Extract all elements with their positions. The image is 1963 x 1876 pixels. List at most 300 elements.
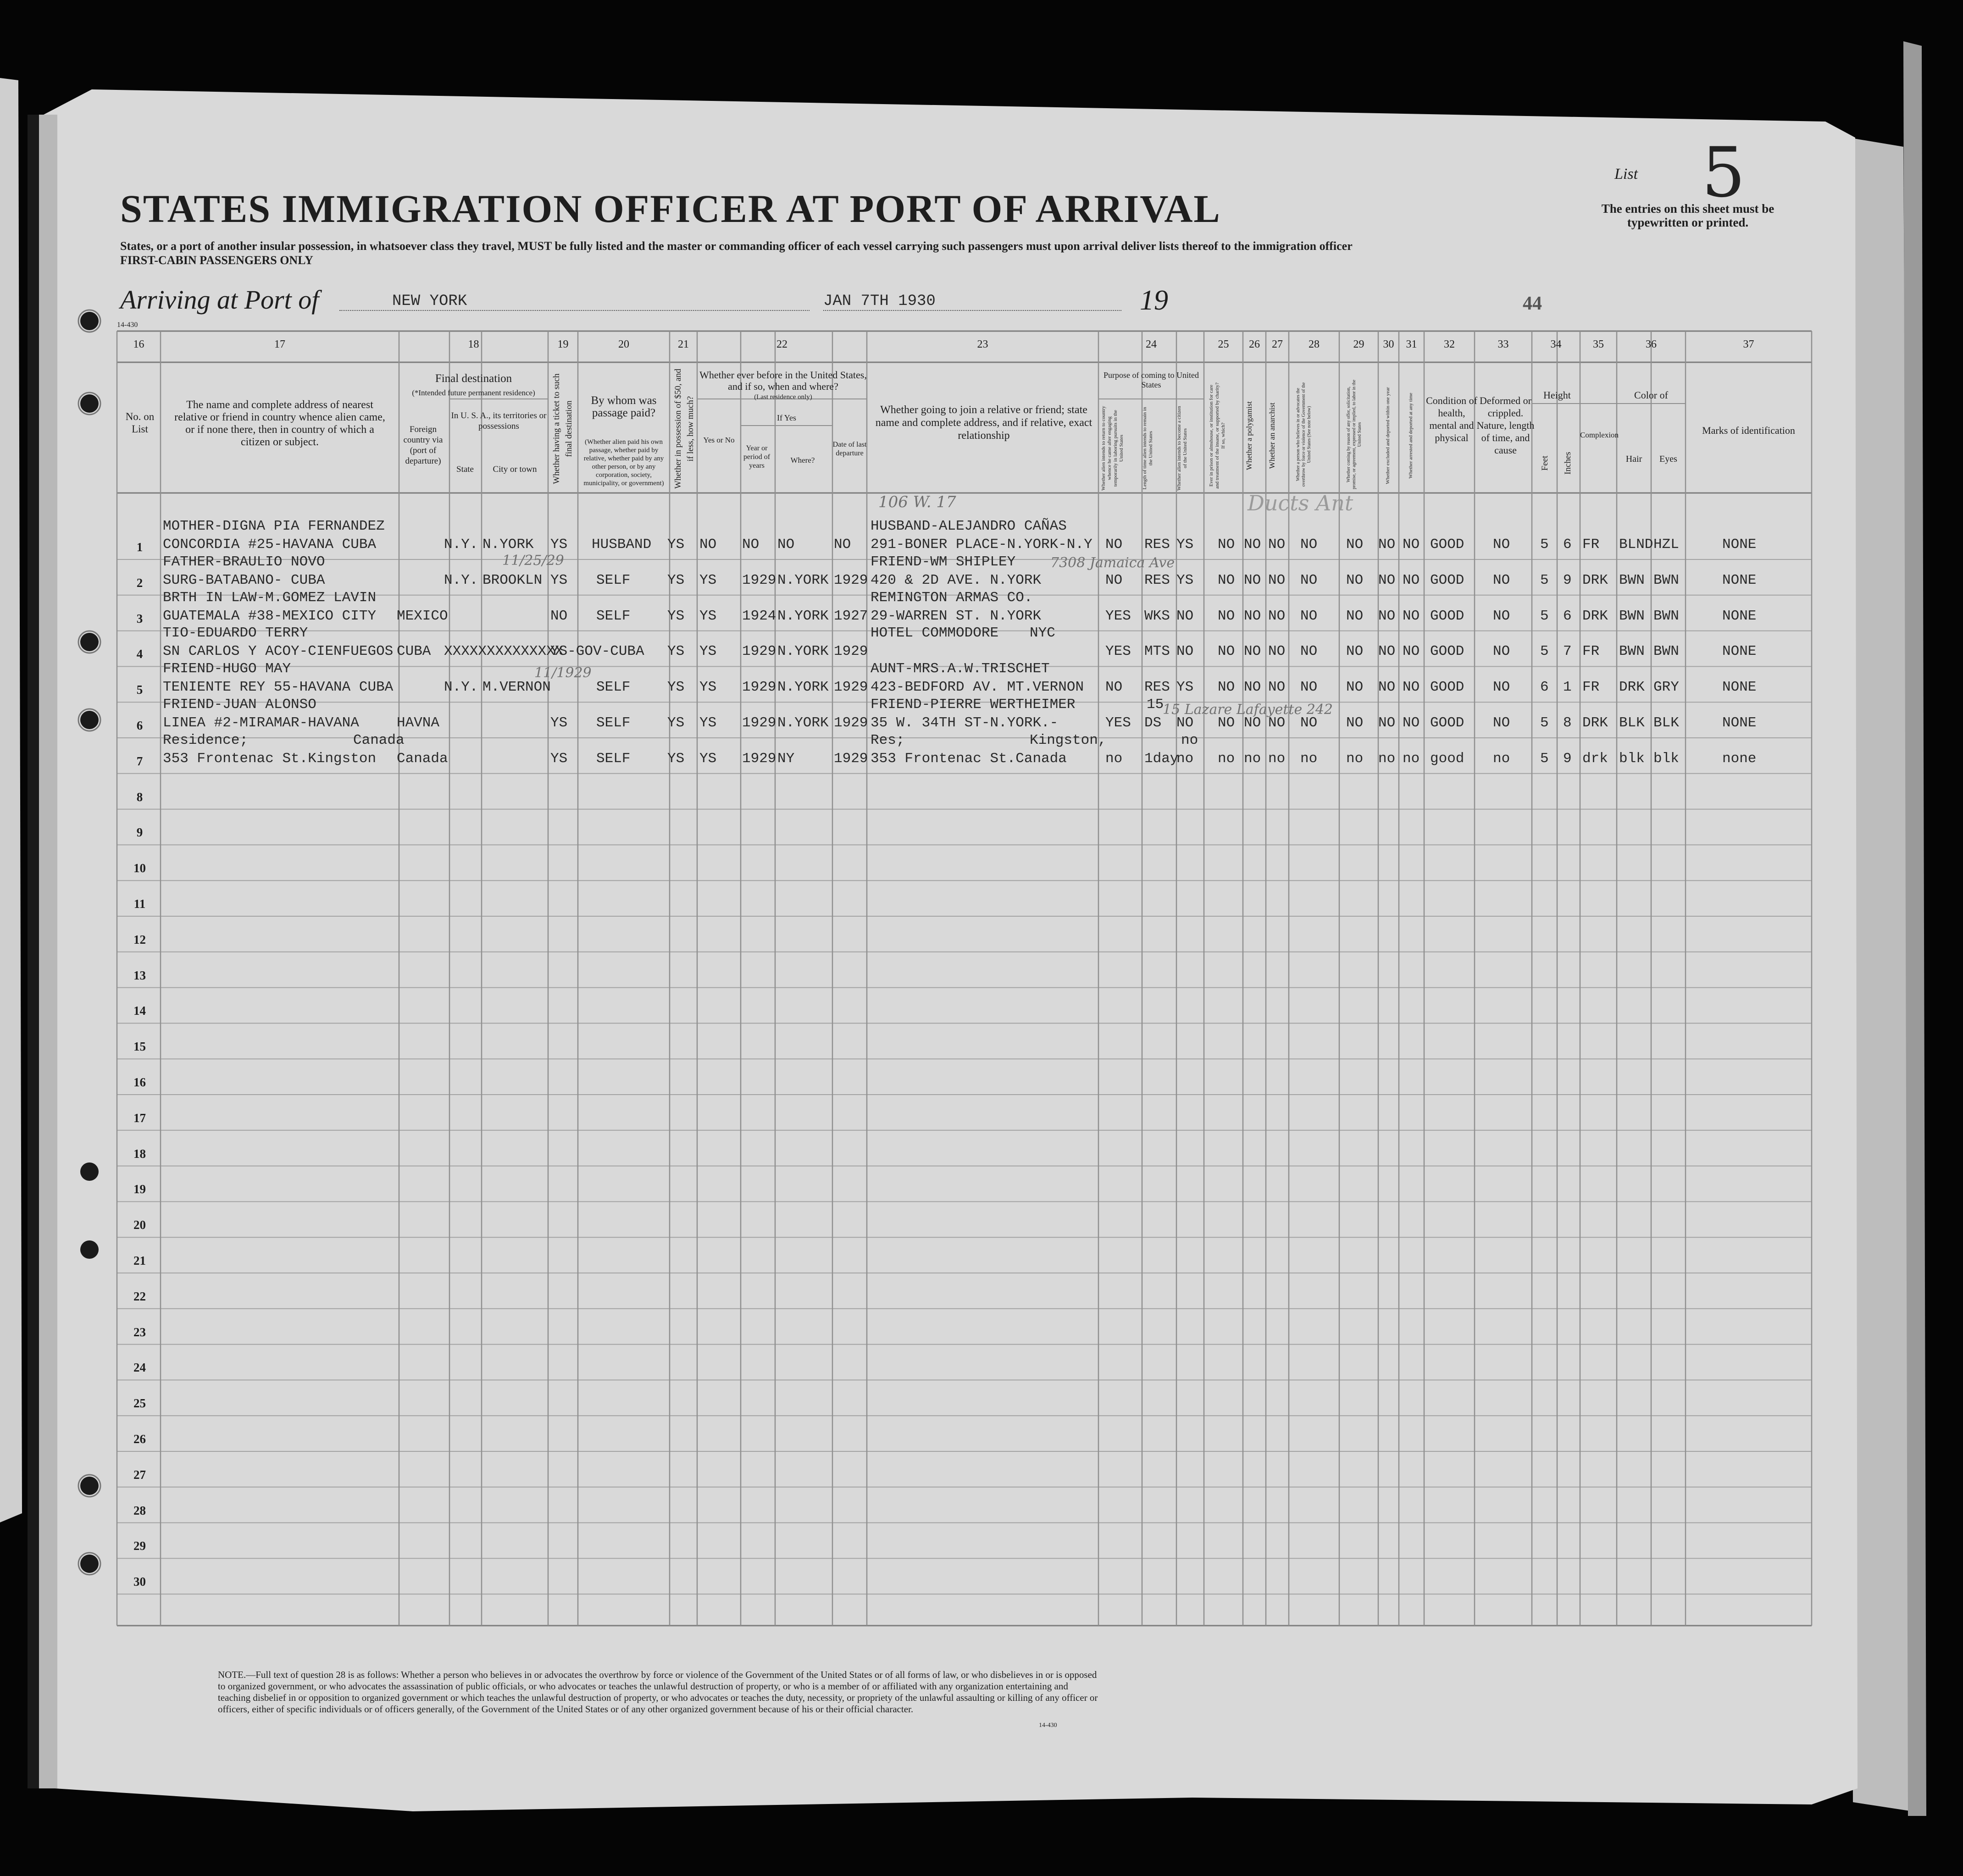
intends-return-cell: NO	[1105, 572, 1123, 588]
column-number-25: 25	[1218, 338, 1229, 350]
row-number: 27	[133, 1467, 146, 1482]
year-period-cell: 1929	[742, 643, 776, 660]
complexion-cell: DRK	[1582, 572, 1608, 588]
column-number-19: 19	[557, 338, 569, 350]
join-name-cell: FRIEND-PIERRE WERTHEIMER	[871, 697, 1076, 713]
header-labor-offer: Whether coming by reason of any offer, solicitation, promise, or agreement, expressed or implied, to labor in the United States	[1346, 380, 1362, 489]
foreign-country-cell: Canada	[397, 750, 448, 767]
height-inches-cell: 9	[1563, 572, 1572, 588]
stay-length-cell: MTS	[1144, 643, 1170, 660]
anarchist-cell: NO	[1268, 572, 1286, 588]
handwritten-note-row1: Ducts Ant	[1248, 491, 1353, 515]
intends-citizen-top-cell: no	[1181, 732, 1198, 748]
destination-city-cell: N.YORK	[482, 537, 534, 553]
header-intends-citizen: Whether alien intends to become a citizen of the United States	[1176, 406, 1188, 491]
polygamist-cell: NO	[1244, 679, 1261, 696]
labor-offer-cell: NO	[1346, 537, 1364, 553]
passage-paid-cell: SELF	[596, 715, 631, 731]
row-number: 2	[136, 576, 143, 590]
year-period-cell: 1929	[742, 750, 776, 767]
deformed-cell: no	[1493, 750, 1510, 767]
join-name-cell: Res;	[871, 732, 905, 748]
column-number-23: 23	[977, 338, 988, 350]
last-departure-cell: NO	[834, 537, 851, 553]
polygamist-cell: NO	[1244, 537, 1261, 553]
relative-name-cell: TIO-EDUARDO TERRY	[163, 625, 308, 642]
column-number-35: 35	[1593, 338, 1604, 350]
row-number: 23	[133, 1325, 146, 1339]
column-number-32: 32	[1444, 338, 1455, 350]
foreign-country-cell: CUBA	[397, 643, 431, 660]
join-name-cell: AUNT-MRS.A.W.TRISCHET	[871, 661, 1050, 677]
handwritten-date-row5: 11/1929	[534, 665, 592, 681]
row-number: 12	[133, 932, 146, 946]
header-ticket: Whether having a ticket to such final destination	[552, 373, 574, 484]
row-number: 9	[136, 825, 143, 840]
health-cell: GOOD	[1430, 537, 1464, 553]
form-subtitle: States, or a port of another insular possession, in whatsoever class they travel, MUST be fully listed and the master or commanding officer of each vessel carrying such passengers must upon arrival deliver lists thereof to the immigration officer	[120, 239, 1353, 253]
hair-color-cell: blk	[1619, 750, 1645, 767]
header-state: State	[456, 465, 474, 474]
prison-cell: no	[1218, 750, 1235, 767]
header-intends-return: Whether alien intends to return to country whence he came after engaging temporarily in laboring pursuits in the United States	[1101, 406, 1124, 491]
intends-citizen-cell: NO	[1176, 608, 1194, 624]
page-title: STATES IMMIGRATION OFFICER AT PORT OF ARRIVAL	[120, 187, 1221, 231]
row-number: 18	[133, 1146, 146, 1161]
row-number: 6	[136, 719, 143, 732]
excluded-cell: NO	[1378, 572, 1396, 588]
destination-state-cell: XXXXXXXXXXXXXX	[444, 643, 564, 660]
height-feet-cell: 5	[1540, 537, 1549, 553]
header-year-period: Year or period of years	[743, 444, 771, 470]
excluded-cell: NO	[1378, 679, 1396, 696]
stay-length-cell: RES	[1144, 679, 1170, 696]
column-number-34: 34	[1550, 338, 1562, 350]
row-number: 17	[133, 1111, 146, 1125]
year-period-cell: 1929	[742, 679, 776, 696]
complexion-cell: FR	[1582, 643, 1600, 660]
row-number: 19	[133, 1182, 146, 1196]
stay-length-cell: DS	[1144, 715, 1162, 731]
intends-return-cell: NO	[1105, 679, 1123, 696]
row-number: 14	[133, 1004, 146, 1018]
ever-before-cell: NO	[699, 537, 717, 553]
list-number: 5	[1702, 133, 1746, 213]
join-name-cell: HUSBAND-ALEJANDRO CAÑAS	[871, 518, 1067, 534]
year-period-cell: 1929	[742, 715, 776, 731]
stay-length-cell: RES	[1144, 572, 1170, 588]
intends-citizen-cell: no	[1176, 750, 1194, 767]
form-code: 14-430	[117, 321, 138, 329]
intends-citizen-cell: YS	[1176, 537, 1194, 553]
header-passage-paid-sub: (Whether alien paid his own passage, whether paid by relative, whether paid by any other person, or by any corporation, society, municipality, or government)	[583, 438, 664, 487]
handwritten-address-row1: 106 W. 17	[878, 493, 956, 511]
fifty-dollars-cell: YS	[667, 679, 685, 696]
ever-before-cell: YS	[699, 715, 717, 731]
foreign-country-cell: HAVNA	[397, 715, 440, 731]
relative-country-cell: Canada	[353, 732, 405, 748]
health-cell: GOOD	[1430, 679, 1464, 696]
relative-address-cell: TENIENTE REY 55-HAVANA CUBA	[163, 679, 394, 696]
ticket-cell: NO	[550, 608, 568, 624]
header-prison: Ever in prison or almshouse, or institution for care and treatment of the insane, or supported by charity? If so, which?	[1209, 382, 1226, 489]
prison-cell: NO	[1218, 608, 1235, 624]
join-address-cell: 420 & 2D AVE. N.YORK	[871, 572, 1042, 588]
arrival-date: JAN 7TH 1930	[823, 293, 936, 310]
where-cell: N.YORK	[777, 572, 829, 588]
overthrow-cell: no	[1300, 750, 1318, 767]
overthrow-cell: NO	[1300, 537, 1318, 553]
height-inches-cell: 9	[1563, 750, 1572, 767]
arrested-cell: NO	[1403, 643, 1420, 660]
header-in-usa: In U. S. A., its territories or possessions	[451, 411, 547, 431]
typewritten-instruction: The entries on this sheet must be typewritten or printed.	[1601, 202, 1774, 229]
column-number-21: 21	[678, 338, 689, 350]
handwritten-date-row2: 11/25/29	[502, 553, 564, 569]
height-feet-cell: 5	[1540, 572, 1549, 588]
join-address-cell: 353 Frontenac St.Canada	[871, 750, 1067, 767]
row-number: 3	[136, 611, 143, 625]
destination-city-cell: M.VERNON	[482, 679, 551, 696]
excluded-cell: NO	[1378, 643, 1396, 660]
column-number-27: 27	[1272, 338, 1283, 350]
marks-cell: NONE	[1722, 608, 1757, 624]
join-address-cell: 29-WARREN ST. N.YORK	[871, 608, 1042, 624]
intends-return-cell: NO	[1105, 537, 1123, 553]
last-departure-cell: 1929	[834, 750, 868, 767]
where-cell: NY	[777, 750, 795, 767]
where-cell: N.YORK	[777, 715, 829, 731]
header-marks: Marks of identification	[1702, 425, 1795, 436]
column-number-37: 37	[1743, 338, 1754, 350]
join-name-cell: HOTEL COMMODORE	[871, 625, 999, 642]
row-number: 5	[136, 683, 143, 697]
arrested-cell: NO	[1403, 608, 1420, 624]
relative-address-cell: GUATEMALA #38-MEXICO CITY	[163, 608, 377, 624]
join-address-cell: 291-BONER PLACE-N.YORK-N.Y	[871, 537, 1092, 553]
where-cell: N.YORK	[777, 643, 829, 660]
fifty-dollars-cell: YS	[667, 537, 685, 553]
complexion-cell: FR	[1582, 679, 1600, 696]
where-cell: N.YORK	[777, 608, 829, 624]
header-no-on-list: No. on List	[125, 411, 155, 435]
excluded-cell: NO	[1378, 537, 1396, 553]
last-departure-cell: 1929	[834, 572, 868, 588]
last-departure-cell: 1929	[834, 679, 868, 696]
complexion-cell: drk	[1582, 750, 1608, 767]
list-label: List	[1614, 166, 1638, 183]
anarchist-cell: no	[1268, 750, 1286, 767]
hair-color-cell: BLND	[1619, 537, 1653, 553]
marks-cell: none	[1722, 750, 1757, 767]
column-number-18: 18	[468, 338, 479, 350]
labor-offer-cell: NO	[1346, 608, 1364, 624]
stay-length-cell: RES	[1144, 537, 1170, 553]
cabin-class-line: FIRST-CABIN PASSENGERS ONLY	[120, 254, 313, 267]
height-inches-cell: 1	[1563, 679, 1572, 696]
ticket-cell: YS	[550, 750, 568, 767]
fifty-dollars-cell: YS	[667, 643, 685, 660]
ever-before-cell: YS	[699, 643, 717, 660]
relative-name-cell: MOTHER-DIGNA PIA FERNANDEZ	[163, 518, 385, 534]
row-number: 29	[133, 1539, 146, 1553]
where-cell: NO	[777, 537, 795, 553]
relative-name-cell: BRTH IN LAW-M.GOMEZ LAVIN	[163, 589, 377, 606]
passage-paid-cell: SELF	[596, 679, 631, 696]
arrested-cell: no	[1403, 750, 1420, 767]
join-city-cell: Kingston,	[1030, 732, 1107, 748]
relative-name-cell: FRIEND-HUGO MAY	[163, 661, 291, 677]
marks-cell: NONE	[1722, 537, 1757, 553]
row-number: 22	[133, 1289, 146, 1303]
last-departure-cell: 1927	[834, 608, 868, 624]
height-inches-cell: 8	[1563, 715, 1572, 731]
header-eyes: Eyes	[1659, 454, 1677, 464]
fifty-dollars-cell: YS	[667, 715, 685, 731]
row-number: 15	[133, 1040, 146, 1054]
excluded-cell: NO	[1378, 608, 1396, 624]
ticket-cell: YS	[550, 537, 568, 553]
column-number-28: 28	[1309, 338, 1320, 350]
eye-color-cell: blk	[1653, 750, 1679, 767]
join-city-cell: NYC	[1030, 625, 1055, 642]
header-last-departure: Date of last departure	[832, 441, 867, 457]
anarchist-cell: NO	[1268, 643, 1286, 660]
header-length-of-stay: Length of time alien intends to remain in the United States	[1142, 407, 1153, 490]
destination-state-cell: N.Y.	[444, 572, 478, 588]
header-purpose: Purpose of coming to United States	[1103, 371, 1199, 389]
row-number: 30	[133, 1575, 146, 1589]
ever-before-cell: YS	[699, 679, 717, 696]
polygamist-cell: NO	[1244, 643, 1261, 660]
where-cell: N.YORK	[777, 679, 829, 696]
complexion-cell: DRK	[1582, 715, 1608, 731]
header-final-destination-sub: (*Intended future permanent residence)	[412, 388, 535, 397]
height-inches-cell: 6	[1563, 608, 1572, 624]
intends-citizen-cell: NO	[1176, 715, 1194, 731]
column-number-17: 17	[274, 338, 285, 350]
prison-cell: NO	[1218, 643, 1235, 660]
intends-return-cell: YES	[1105, 608, 1131, 624]
last-departure-cell: 1929	[834, 715, 868, 731]
destination-state-cell: N.Y.	[444, 679, 478, 696]
header-color-of: Color of	[1634, 389, 1668, 401]
hair-color-cell: BWN	[1619, 572, 1645, 588]
intends-citizen-cell: NO	[1176, 643, 1194, 660]
header-deformed: Deformed or crippled. Nature, length of time, and cause	[1476, 395, 1535, 456]
height-feet-cell: 5	[1540, 715, 1549, 731]
row-number: 13	[133, 968, 146, 982]
complexion-cell: FR	[1582, 537, 1600, 553]
header-passage-paid: By whom was passage paid?	[591, 394, 657, 419]
health-cell: good	[1430, 750, 1464, 767]
column-number-29: 29	[1353, 338, 1364, 350]
arrested-cell: NO	[1403, 679, 1420, 696]
deformed-cell: NO	[1493, 715, 1510, 731]
health-cell: GOOD	[1430, 572, 1464, 588]
labor-offer-cell: NO	[1346, 643, 1364, 660]
passage-paid-cell: SELF	[596, 750, 631, 767]
header-going-to-join: Whether going to join a relative or friend; state name and complete address, and if relative, exact relationship	[875, 404, 1092, 442]
health-cell: GOOD	[1430, 715, 1464, 731]
year-period-cell: NO	[742, 537, 760, 553]
intends-return-cell: YES	[1105, 643, 1131, 660]
header-fifty-dollars: Whether in possession of $50, and if less, how much?	[673, 369, 695, 489]
labor-offer-cell: NO	[1346, 715, 1364, 731]
overthrow-cell: NO	[1300, 608, 1318, 624]
marks-cell: NONE	[1722, 679, 1757, 696]
prison-cell: NO	[1218, 572, 1235, 588]
row-number: 21	[133, 1254, 146, 1267]
row-number: 10	[133, 861, 146, 875]
deformed-cell: NO	[1493, 643, 1510, 660]
row-number: 8	[136, 790, 143, 804]
header-yes-or-no: Yes or No	[703, 436, 735, 444]
ticket-cell: YS-GOV-CUBA	[550, 643, 644, 660]
overthrow-cell: NO	[1300, 715, 1318, 731]
header-hair: Hair	[1625, 454, 1642, 464]
relative-address-cell: LINEA #2-MIRAMAR-HAVANA	[163, 715, 359, 731]
column-number-20: 20	[618, 338, 629, 350]
header-city: City or town	[493, 465, 537, 474]
eye-color-cell: BWN	[1653, 572, 1679, 588]
deformed-cell: NO	[1493, 679, 1510, 696]
header-foreign-country: Foreign country via (port of departure)	[403, 425, 443, 466]
ever-before-cell: YS	[699, 750, 717, 767]
row-number: 4	[136, 647, 143, 661]
destination-city-cell: BROOKLN	[482, 572, 543, 588]
row-number: 20	[133, 1218, 146, 1232]
height-feet-cell: 5	[1540, 608, 1549, 624]
stay-length-top-cell: 15	[1147, 697, 1164, 713]
year-period-cell: 1924	[742, 608, 776, 624]
hair-color-cell: BLK	[1619, 715, 1645, 731]
relative-address-cell: 353 Frontenac St.Kingston	[163, 750, 377, 767]
header-final-destination: Final destination	[435, 372, 512, 385]
overthrow-cell: NO	[1300, 643, 1318, 660]
health-cell: GOOD	[1430, 643, 1464, 660]
year-period-cell: 1929	[742, 572, 776, 588]
polygamist-cell: NO	[1244, 715, 1261, 731]
complexion-cell: DRK	[1582, 608, 1608, 624]
header-feet: Feet	[1540, 455, 1550, 471]
polygamist-cell: no	[1244, 750, 1261, 767]
marks-cell: NONE	[1722, 643, 1757, 660]
height-feet-cell: 5	[1540, 643, 1549, 660]
arrested-cell: NO	[1403, 537, 1420, 553]
join-name-cell: REMINGTON ARMAS CO.	[871, 589, 1033, 606]
hair-color-cell: DRK	[1619, 679, 1645, 696]
relative-address-cell: SN CARLOS Y ACOY-CIENFUEGOS	[163, 643, 394, 660]
marks-cell: NONE	[1722, 572, 1757, 588]
join-name-cell: FRIEND-WM SHIPLEY	[871, 553, 1016, 570]
overthrow-cell: NO	[1300, 572, 1318, 588]
note-form-code: 14-430	[1039, 1722, 1057, 1729]
passage-paid-cell: SELF	[596, 572, 631, 588]
page-stamp: 44	[1523, 293, 1542, 314]
column-number-30: 30	[1383, 338, 1394, 350]
ticket-cell: YS	[550, 715, 568, 731]
anarchist-cell: NO	[1268, 679, 1286, 696]
relative-name-cell: FRIEND-JUAN ALONSO	[163, 697, 316, 713]
column-number-26: 26	[1249, 338, 1260, 350]
row-number: 25	[133, 1396, 146, 1411]
header-arrested: Whether arrested and deported at any time	[1408, 393, 1414, 479]
date-underline	[823, 310, 1121, 311]
hair-color-cell: BWN	[1619, 643, 1645, 660]
stay-length-cell: 1day	[1144, 750, 1179, 767]
header-health: Condition of health, mental and physical	[1426, 395, 1477, 443]
anarchist-cell: NO	[1268, 715, 1286, 731]
intends-return-cell: YES	[1105, 715, 1131, 731]
header-height: Height	[1543, 389, 1571, 401]
prison-cell: NO	[1218, 537, 1235, 553]
intends-citizen-cell: YS	[1176, 679, 1194, 696]
labor-offer-cell: NO	[1346, 572, 1364, 588]
row-number: 16	[133, 1075, 146, 1089]
eye-color-cell: BWN	[1653, 608, 1679, 624]
height-inches-cell: 6	[1563, 537, 1572, 553]
arrested-cell: NO	[1403, 572, 1420, 588]
year-label: 19	[1140, 285, 1168, 316]
eye-color-cell: GRY	[1653, 679, 1679, 696]
header-excluded: Whether excluded and deported within one year	[1385, 387, 1391, 484]
fifty-dollars-cell: YS	[667, 750, 685, 767]
row-number: 28	[133, 1503, 146, 1517]
deformed-cell: NO	[1493, 537, 1510, 553]
deformed-cell: NO	[1493, 608, 1510, 624]
fifty-dollars-cell: YS	[667, 572, 685, 588]
header-ever-before: Whether ever before in the United States, and if so, when and where?	[699, 369, 867, 392]
relative-name-cell: FATHER-BRAULIO NOVO	[163, 553, 325, 570]
polygamist-cell: NO	[1244, 572, 1261, 588]
port-of-arrival: NEW YORK	[392, 293, 467, 310]
column-number-22: 22	[776, 338, 787, 350]
passage-paid-cell: SELF	[596, 608, 631, 624]
last-departure-cell: 1929	[834, 643, 868, 660]
intends-citizen-cell: YS	[1176, 572, 1194, 588]
prison-cell: NO	[1218, 715, 1235, 731]
foreign-country-cell: MEXICO	[397, 608, 448, 624]
arrested-cell: NO	[1403, 715, 1420, 731]
height-feet-cell: 6	[1540, 679, 1549, 696]
labor-offer-cell: no	[1346, 750, 1364, 767]
header-where: Where?	[790, 456, 815, 465]
passage-paid-cell: HUSBAND	[592, 537, 652, 553]
destination-state-cell: N.Y.	[444, 537, 478, 553]
column-number-24: 24	[1146, 338, 1157, 350]
row-number: 24	[133, 1361, 146, 1375]
header-polygamist: Whether a polygamist	[1245, 401, 1253, 470]
eye-color-cell: HZL	[1653, 537, 1679, 553]
relative-address-cell: SURG-BATABANO- CUBA	[163, 572, 325, 588]
stay-length-cell: WKS	[1144, 608, 1170, 624]
ever-before-cell: YS	[699, 608, 717, 624]
header-overthrow: Whether a person who believes in or advocates the overthrow by force or violence of the Government of the United States (See note below)	[1296, 382, 1312, 487]
header-nearest-relative: The name and complete address of nearest relative or friend in country whence alien came, or if none there, then in country of which a citizen or subject.	[174, 399, 385, 448]
intends-return-cell: no	[1105, 750, 1123, 767]
row-number: 1	[136, 540, 143, 554]
height-inches-cell: 7	[1563, 643, 1572, 660]
marks-cell: NONE	[1722, 715, 1757, 731]
hair-color-cell: BWN	[1619, 608, 1645, 624]
header-if-yes: If Yes	[776, 413, 796, 422]
labor-offer-cell: NO	[1346, 679, 1364, 696]
header-inches: Inches	[1563, 452, 1573, 475]
arriving-label: Arriving at Port of	[120, 285, 319, 315]
ticket-cell: YS	[550, 572, 568, 588]
prison-cell: NO	[1218, 679, 1235, 696]
